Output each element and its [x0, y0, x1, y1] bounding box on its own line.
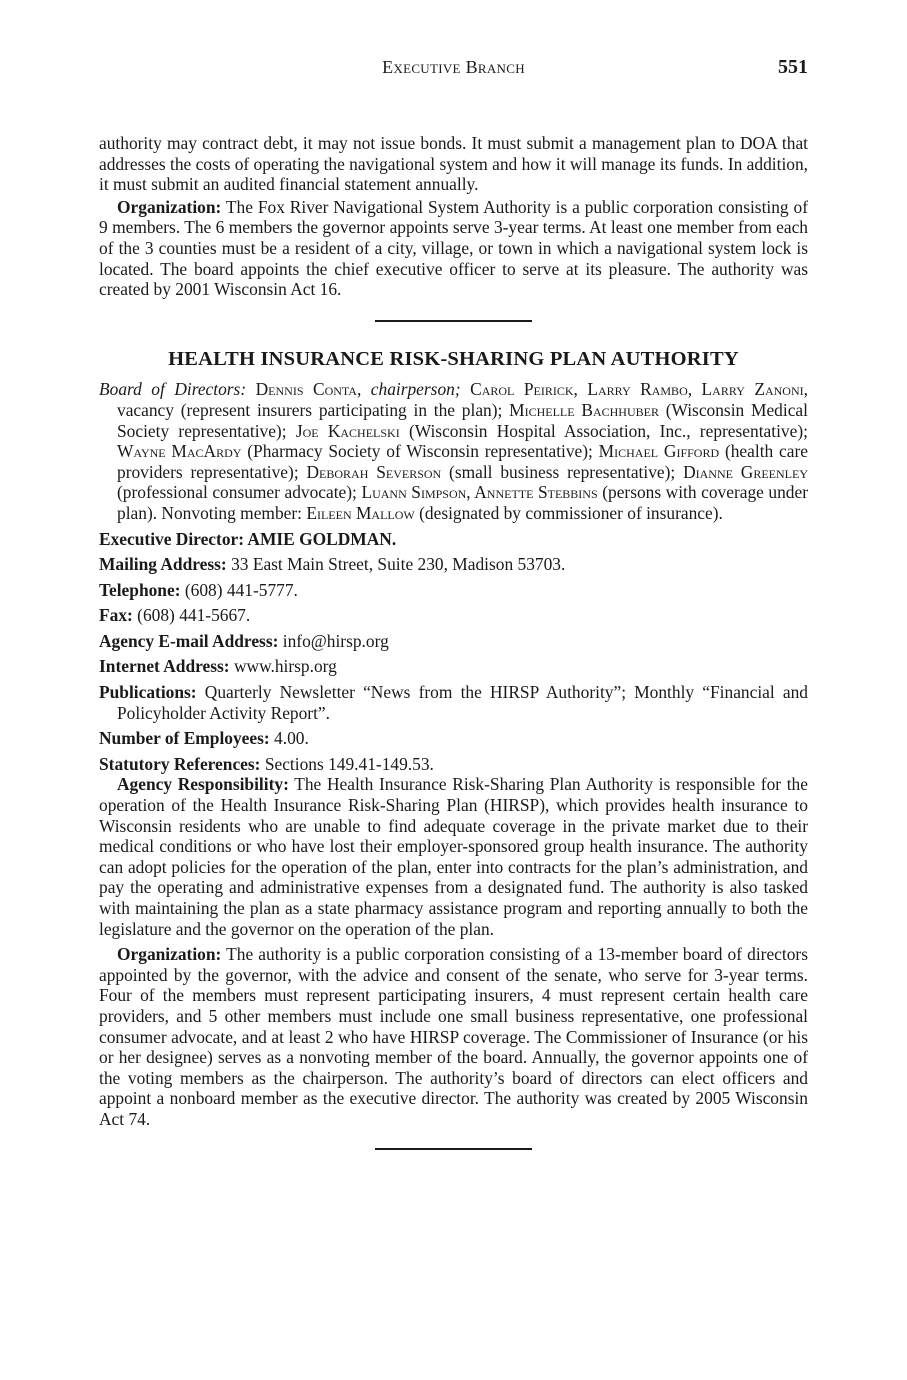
- mailing-address: [99, 554, 808, 575]
- email-value[interactable]: info@hirsp.org: [282, 630, 389, 651]
- board-label: Board of Directors:: [99, 379, 247, 400]
- field-value: 33 East Main Street, Suite 230, Madison 53703.: [231, 554, 566, 575]
- member-name: Michelle Bachhuber: [509, 399, 659, 420]
- responsibility-text: The Health Insurance Risk-Sharing Plan Authority is responsible for the operation of the Health Insurance Risk-Sharing Plan (HIRSP), which provides health insurance to Wisconsin residents who are unable to find adequate coverage in the private market due to their medical conditions or who have lost their employer-sponsored group health insurance. The authority can adopt policies for the operation of the plan, enter into contracts for the plan’s administration, and pay the operating and administrative expenses from a designated fund. The authority is also tasked with maintaining the plan as a state pharmacy assistance program and reporting annually to both the legislature and the governor on the operation of the plan.: [99, 774, 808, 939]
- member-name: Joe Kachelski: [295, 420, 400, 441]
- member-description: (professional consumer advocate);: [117, 482, 357, 503]
- publications: [99, 682, 808, 723]
- chair-role: chairperson;: [370, 379, 461, 400]
- field-label: Publications:: [99, 682, 197, 703]
- number-of-employees: [99, 728, 808, 749]
- agency-responsibility: [99, 774, 808, 939]
- member-description: (small business representative);: [449, 461, 676, 482]
- field-label: Agency Responsibility:: [117, 774, 289, 795]
- field-label: Internet Address:: [99, 656, 230, 677]
- member-name: Carol Peirick, Larry Rambo, Larry Zanoni,: [470, 379, 808, 400]
- member-name: Luann Simpson, Annette Stebbins: [361, 482, 598, 503]
- page-body: [99, 133, 808, 1150]
- running-header: [99, 56, 808, 80]
- section-divider: [375, 1148, 532, 1150]
- organization-label: Organization:: [117, 196, 222, 217]
- organization-text: The authority is a public corporation consisting of a 13-member board of directors appointed by the governor, with the advice and consent of the senate, who serve for 3-year terms. Four of the members must represent participating insurers, 4 must represent certain health care providers, and 5 other members must include one small business representative, one professional consumer advocate, and at least 2 who have HIRSP coverage. The Commissioner of Insurance (or his or her designee) serves as a nonvoting member of the board. Annually, the governor appoints one of the voting members as the chairperson. The authority’s board of directors can elect officers and appoint a nonboard member as the executive director. The authority was created by 2005 Wisconsin Act 74.: [99, 944, 808, 1129]
- field-value: Sections 149.41-149.53.: [264, 753, 434, 774]
- internet-value[interactable]: www.hirsp.org: [233, 656, 337, 677]
- internet-address: [99, 656, 808, 677]
- field-value: Quarterly Newsletter “News from the HIRSP Authority”; Monthly “Financial and Policyholder Activity Report”.: [117, 682, 808, 723]
- section-title: Executive Branch: [382, 57, 525, 77]
- section-divider: [375, 320, 532, 322]
- organization-text: The Fox River Navigational System Authority is a public corporation consisting of 9 members. The 6 members the governor appoints serve 3-year terms. At least one member from each of the 3 counties must be a resident of a city, village, or town in which a navigational system lock is located. The board appoints the chief executive officer to serve at its pleasure. The authority was created by 2001 Wisconsin Act 16.: [99, 196, 808, 300]
- member-description: (Wisconsin Medical Society representative);: [117, 399, 808, 441]
- member-name: Dianne Greenley: [683, 461, 808, 482]
- telephone: [99, 580, 808, 601]
- hirsp-organization: [99, 944, 808, 1129]
- fox-river-continuation: authority may contract debt, it may not issue bonds. It must submit a management plan to DOA that addresses the costs of operating the navigational system and how it will manage its funds. In addition, it must submit an audited financial statement annually.: [99, 133, 809, 195]
- field-value: (608) 441-5777.: [184, 579, 298, 600]
- fax: [99, 605, 808, 626]
- statutory-references: [99, 754, 808, 775]
- fox-river-organization: [99, 197, 808, 300]
- field-label: Statutory References:: [99, 753, 261, 774]
- member-description: vacancy (represent insurers participating in the plan);: [117, 399, 503, 420]
- member-name: Deborah Severson: [306, 461, 442, 482]
- executive-director-text: Executive Director: AMIE GOLDMAN.: [99, 528, 397, 549]
- field-label: Agency E-mail Address:: [99, 630, 279, 651]
- board-of-directors: Board of Directors: Dennis Conta, chairperson; Carol Peirick, Larry Rambo, Larry Zanoni, vacancy (represent insurers participating in the plan); Michelle Bachhuber (Wisconsin Medical Society representative); Joe Kachelski (Wisconsin Hospital Association, Inc., representative); Wayne MacArdy (Pharmacy Society of Wisconsin representative); Michael Gifford (health care providers representative); Deborah Severson (small business representative); Dianne Greenley (professional consumer advocate); Luann Simpson, Annette Stebbins (persons with coverage under plan). Nonvoting member: Eileen Mallow (designated by commissioner of insurance).: [99, 379, 809, 523]
- field-label: Mailing Address:: [99, 554, 227, 575]
- member-description: (Wisconsin Hospital Association, Inc., representative);: [408, 420, 808, 441]
- member-description: (health care providers representative);: [117, 441, 808, 482]
- email-address: [99, 631, 808, 652]
- agency-heading: HEALTH INSURANCE RISK-SHARING PLAN AUTHORITY: [168, 347, 739, 370]
- field-label: Organization:: [117, 944, 222, 965]
- member-name: Wayne MacArdy: [117, 441, 242, 462]
- field-value: (608) 441-5667.: [137, 605, 251, 626]
- field-value: 4.00.: [274, 728, 309, 749]
- member-description: (designated by commissioner of insurance).: [419, 502, 723, 523]
- member-name: Eileen Mallow: [306, 502, 415, 523]
- field-label: Fax:: [99, 605, 133, 626]
- field-label: Number of Employees:: [99, 728, 270, 749]
- executive-director: [99, 529, 808, 550]
- page-number: 551: [778, 56, 808, 78]
- member-description: (persons with coverage under plan). Nonvoting member:: [117, 482, 809, 523]
- member-name: Michael Gifford: [598, 441, 720, 462]
- member-description: (Pharmacy Society of Wisconsin representative);: [247, 441, 593, 462]
- field-label: Telephone:: [99, 579, 181, 600]
- member-name: Dennis Conta: [255, 379, 357, 400]
